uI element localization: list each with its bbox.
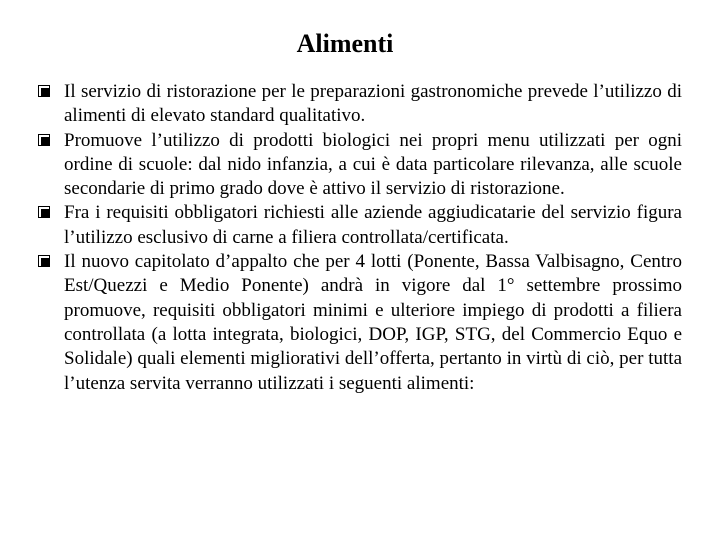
- hollow-square-bullet-icon: [38, 85, 50, 97]
- hollow-square-bullet-icon: [38, 206, 50, 218]
- hollow-square-bullet-icon: [38, 255, 50, 267]
- hollow-square-bullet-icon: [38, 134, 50, 146]
- bullet-item: [38, 129, 682, 202]
- bullet-list: [38, 80, 682, 396]
- bullet-text: Promuove l’utilizzo di prodotti biologici nei propri menu utilizzati per ogni ordine di scuole: dal nido infanzia, a cui è data particolare rilevanza, alle scuole secondarie di primo grado dove è attivo il servizio di ristorazione.: [64, 129, 682, 200]
- bullet-item: [38, 250, 682, 396]
- slide-title: Alimenti: [296, 29, 394, 58]
- bullet-item: [38, 80, 682, 129]
- bullet-text: Fra i requisiti obbligatori richiesti alle aziende aggiudicatarie del servizio figura l’utilizzo esclusivo di carne a filiera controllata/certificata.: [64, 202, 682, 248]
- bullet-text: Il servizio di ristorazione per le preparazioni gastronomiche prevede l’utilizzo di alimenti di elevato standard qualitativo.: [64, 81, 682, 127]
- bullet-item: [38, 201, 682, 250]
- bullet-text: Il nuovo capitolato d’appalto che per 4 lotti (Ponente, Bassa Valbisagno, Centro Est/Quezzi e Medio Ponente) andrà in vigore dal 1° settembre prossimo promuove, requisiti obbligatori minimi e ulteriore impiego di prodotti a filiera controllata (a lotta integrata, biologici, DOP, IGP, STG, del Commercio Equo e Solidale) quali elementi migliorativi dell’offerta, pertanto in virtù di ciò, per tutta l’utenza servita verranno utilizzati i seguenti alimenti:: [64, 251, 682, 394]
